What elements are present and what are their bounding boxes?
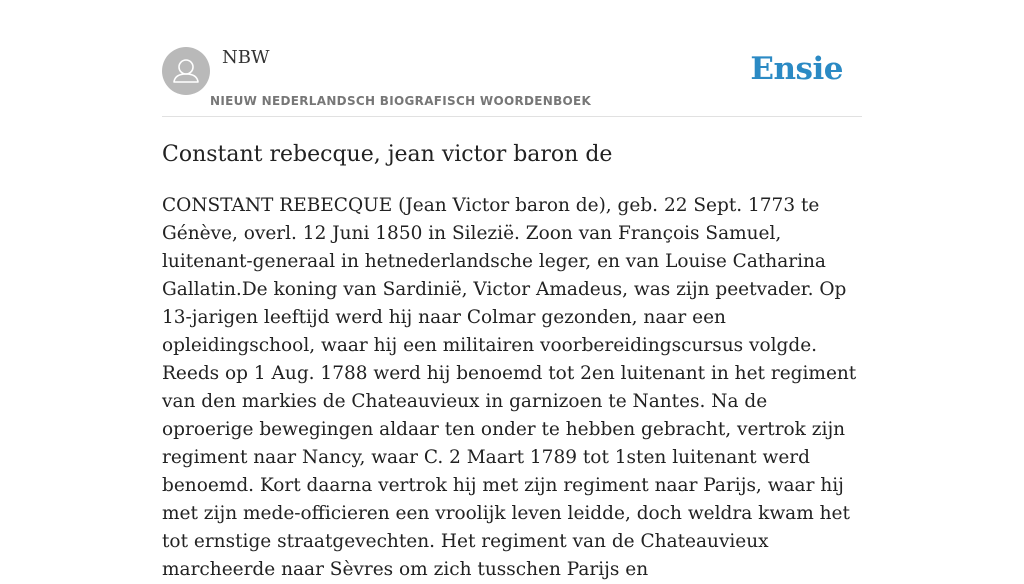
brand-logo[interactable]: Ensie xyxy=(750,51,843,87)
source-header xyxy=(162,0,862,117)
source-abbreviation[interactable]: NBW xyxy=(222,47,270,68)
article-body: CONSTANT REBECQUE (Jean Victor baron de), geb. 22 Sept. 1773 te Génève, overl. 12 Juni 1850 in Silezië. Zoon van François Samuel, luitenant-generaal in hetnederlandsche leger, en van Louise Catharina Gallatin.De koning van Sardinië, Victor Amadeus, was zijn peetvader. Op 13-jarigen leeftijd werd hij naar Colmar gezonden, naar een opleidingschool, waar hij een militairen voorbereidingscursus volgde. Reeds op 1 Aug. 1788 werd hij benoemd tot 2en luitenant in het regiment van den markies de Chateauvieux in garnizoen te Nantes. Na de oproerige bewegingen aldaar ten onder te hebben gebracht, vertrok zijn regiment naar Nancy, waar C. 2 Maart 1789 tot 1sten luitenant werd benoemd. Kort daarna vertrok hij met zijn regiment naar Parijs, waar hij met zijn mede-officieren een vroolijk leven leidde, doch weldra kwam het tot ernstige straatgevechten. Het regiment van de Chateauvieux marcheerde naar Sèvres om zich tusschen Parijs en xyxy=(162,195,857,580)
source-full-name[interactable]: NIEUW NEDERLANDSCH BIOGRAFISCH WOORDENBOEK xyxy=(210,94,592,108)
source-avatar[interactable] xyxy=(162,47,210,95)
user-avatar-icon xyxy=(162,47,210,95)
article-title: Constant rebecque, jean victor baron de xyxy=(162,142,613,167)
